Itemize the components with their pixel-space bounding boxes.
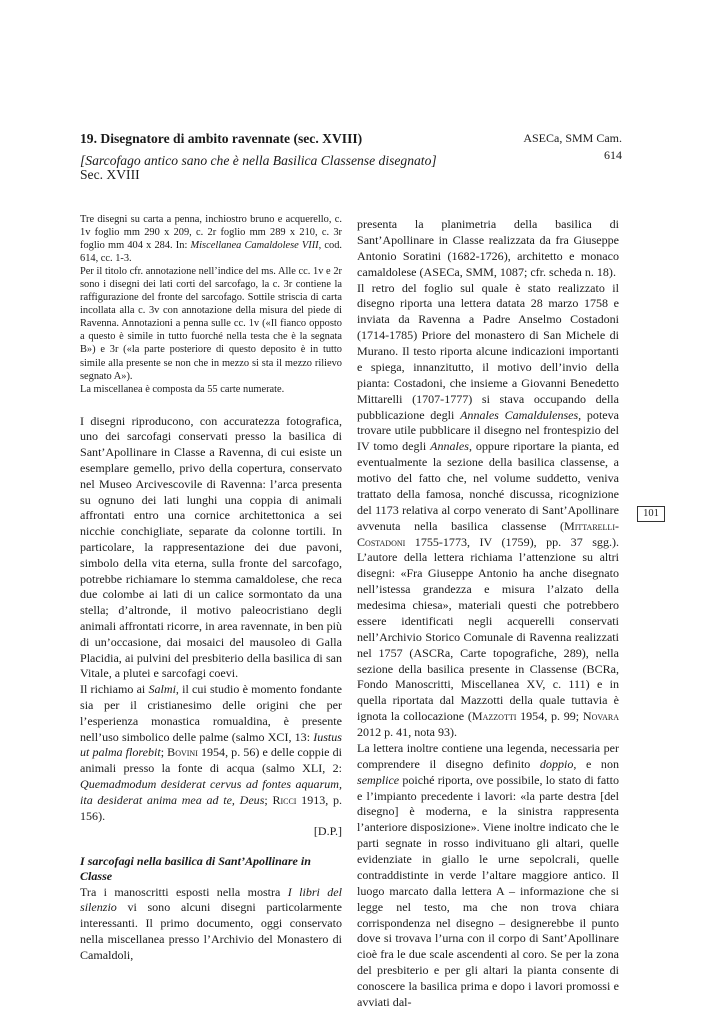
text-run: poteva trovare utile pubblicare il disegno nel frontespizio del IV tomo degli [357, 407, 620, 454]
text-run: 1954, p. 56) e delle coppie di animali presso la fonte di acqua (salmo XLI, 2: [80, 745, 342, 776]
text-run-italic: semplice [357, 772, 400, 787]
text-run: , il cui studio è momento fondante sia per il cristianesimo delle origini che per l’esperienza monastica romualdina, è presente nell’uso simbolico delle palme (salmo XCI, 13: [80, 682, 342, 744]
section-heading: I sarcofagi nella basilica di Sant’Apollinare in Classe [80, 854, 311, 884]
text-run-italic: I libri del silenzio [80, 884, 342, 915]
right-column [357, 217, 619, 1011]
text-run: poiché riporta, ove possibile, lo stato di fatto e l’impianto precedente i lavori: «la parte destra [del disegno] è moderna, e la sinistra rappresenta l’anteriore disposizione». Viene inoltre indicato che le parti segnate in rosso indivituano gli altari, quelle evidenziate in giallo le urne sepolcrali, quelle contraddistinte in verde l’altare maggiore antico. Il luogo marcato dalla lettera A – informazione che si legge nel testo, ma che non trova chiara corrispondenza nel disegno – designerebbe il punto dove si trovava l’urna con il corpo di Sant’Apollinare cioè fra le due scale ascendenti al coro. Se per la zona del presbiterio e per gli altari la pianta consente di conoscere la basilica prima e dopo i lavori promossi e avviati dal- [357, 772, 619, 1009]
author-name: Novara [582, 709, 619, 724]
text-run-italic: Iustus ut palma florebit [80, 729, 342, 760]
text-run-italic: Salmi [148, 682, 176, 697]
text-run: Tre disegni su carta a penna, inchiostro bruno e acquerello, c. 1v foglio mm 290 x 209, c. 2r foglio mm 289 x 210, c. 3r foglio mm 404 x 284. In: [80, 214, 342, 252]
text-run: Il retro del foglio sul quale è stato realizzato il disegno riporta una lettera datata 28 marzo 1758 e inviata da Ravenna a Padre Anselmo Costadoni (1714-1785) Priore del monastero di San Michele di Murano. Il testo riporta alcune indicazioni importanti e spiega, innanzitutto, il motivo dell’invio della pianta: Costadoni, che insieme a Giovanni Benedetto Mittarelli (1707-1777) si stava occupando della pubblicazione degli [357, 280, 619, 422]
text-run: ; [160, 745, 168, 760]
text-run-italic: Quemadmodum desiderat cervus ad fontes aquarum, ita desiderat anima mea ad te, Deus [80, 776, 342, 807]
text-run-italic: Miscellanea Camaldolese VIII [190, 240, 319, 252]
author-name: Ricci [272, 792, 297, 807]
text-run-italic: doppio [539, 756, 574, 771]
description-paragraph [80, 213, 342, 265]
entry-title: 19. Disegnatore di ambito ravennate (sec. XVIII) [80, 131, 363, 146]
author-name: Bovini [167, 745, 198, 760]
text-run: 1755-1773, IV (1759), pp. 37 sgg.). L’autore della lettera richiama l’attenzione su altri disegni: «Fra Giuseppe Antonio ha anche disegnato nell’istessa grandezza e misura l’alzato della medesima chiesa», materiali questi che potrebbero essere identificati negli acquerelli conservati nell’Archivio Storico Comunale di Ravenna realizzati nel 1757 (ASCRa, Carte topografiche, 289), nella sezione della basilica presente in Classense (BCRa, Fondo Manoscritti, Miscellanea XV, c. 111) e in quella riportata dal Mazzotti della quale tuttavia è ignota la collocazione ( [357, 534, 619, 724]
text-run: 1913, p. 156). [80, 792, 343, 823]
body-paragraph: presenta la planimetria della basilica di Sant’Apollinare in Classe realizzata da fra Giuseppe Antonio Soratini (1682-1726), architetto e monaco camaldolese (ASECa, SMM, 1087; cfr. scheda n. 18). [357, 217, 619, 279]
author-name: Mazzotti [471, 709, 517, 724]
text-run: ; [264, 792, 273, 807]
archive-reference: ASECa, SMM Cam. 614 [523, 131, 622, 162]
left-column [80, 213, 342, 964]
description-pages: La miscellanea è composta da 55 carte numerate. [80, 383, 285, 395]
text-run: Tra i manoscritti esposti nella mostra [80, 884, 288, 899]
page-number: 101 [637, 506, 665, 522]
text-run: vi sono alcuni disegni particolarmente interessanti. Il primo documento, oggi conservato nella miscellanea presso l’Archivio del Monastero di Camaldoli, [80, 900, 342, 962]
body-paragraph [357, 741, 619, 1011]
author-name: Mittarelli-Costadoni [357, 518, 619, 549]
text-run: , oppure riportare la pianta, ed eventualmente la sezione della basilica classense, a motivo del fatto che, nel volume suddetto, veniva trattato della famosa, nonché discussa, ricognizione del 1173 relativa al corpo venerato di Sant’Apollinare avvenuta nella basilica classense ( [357, 439, 619, 533]
text-run: La lettera inoltre contiene una legenda, necessaria per comprendere il disegno definito [357, 740, 619, 771]
text-run: , cod. 614, cc. 1-3. [80, 240, 342, 265]
body-paragraph [357, 281, 619, 741]
text-run-italic: Annales Camaldulenses, [460, 407, 582, 422]
body-paragraph: I disegni riproducono, con accuratezza fotografica, uno dei sarcofagi conservati presso la basilica di Sant’Apollinare in Classe a Ravenna, di cui esiste un esemplare gemello, privo della copertura, conservato nel Museo Arcivescovile di Ravenna: l’arca presenta su ognuno dei lati lunghi una coppia di animali affrontati entro una cornice architettonica a sei nicchie conchigliate, separate da colonne tortili. In particolare, la rappresentazione dei due pavoni, simbolo della vita eterna, sulla fronte del sarcofago, potrebbe richiamare lo stemma camaldolese, che reca due colombe ai lati di un calice sormontato da una stella; d’altronde, il motivo paleocristiano degli animali affrontati ricorre, in area ravennate, in ben più di un’occasione, dai mosaici del mausoleo di Galla Placidia, ai pulvini del presbiterio della basilica di san Vitale, a plutei e sarcofagi coevi. [80, 413, 342, 681]
text-run: 2012 p. 41, nota 93). [357, 725, 458, 739]
body-paragraph [80, 885, 342, 964]
description-notes: Per il titolo cfr. annotazione nell’indice del ms. Alle cc. 1v e 2r sono i disegni dei lati corti del sarcofago, la c. 3r contiene la raffigurazione del fronte del sarcofago. Sottile striscia di carta incollata alla c. 3v con annotazione della misura del piede di Ravenna. Annotazioni a penna sulle cc. 1v («Il fianco opposto a questo è simile in tutto fuorché nella testa che è la segnata B») e 3r («la parte posteriore di questo deposito è in tutto simile alla presente se non che in mezzo si sta il mezzo rilievo segnato A»). [80, 266, 342, 382]
text-run: Il richiamo ai [80, 682, 149, 697]
entry-century: Sec. XVIII [80, 167, 140, 182]
author-signature: [D.P.] [313, 824, 342, 839]
entry-subtitle: [Sarcofago antico sano che è nella Basilica Classense disegnato] [80, 153, 437, 168]
body-paragraph [80, 682, 342, 824]
text-run: 1954, p. 99; [516, 709, 583, 724]
text-run-italic: Annales [430, 439, 469, 454]
text-run: , e non [573, 756, 619, 771]
